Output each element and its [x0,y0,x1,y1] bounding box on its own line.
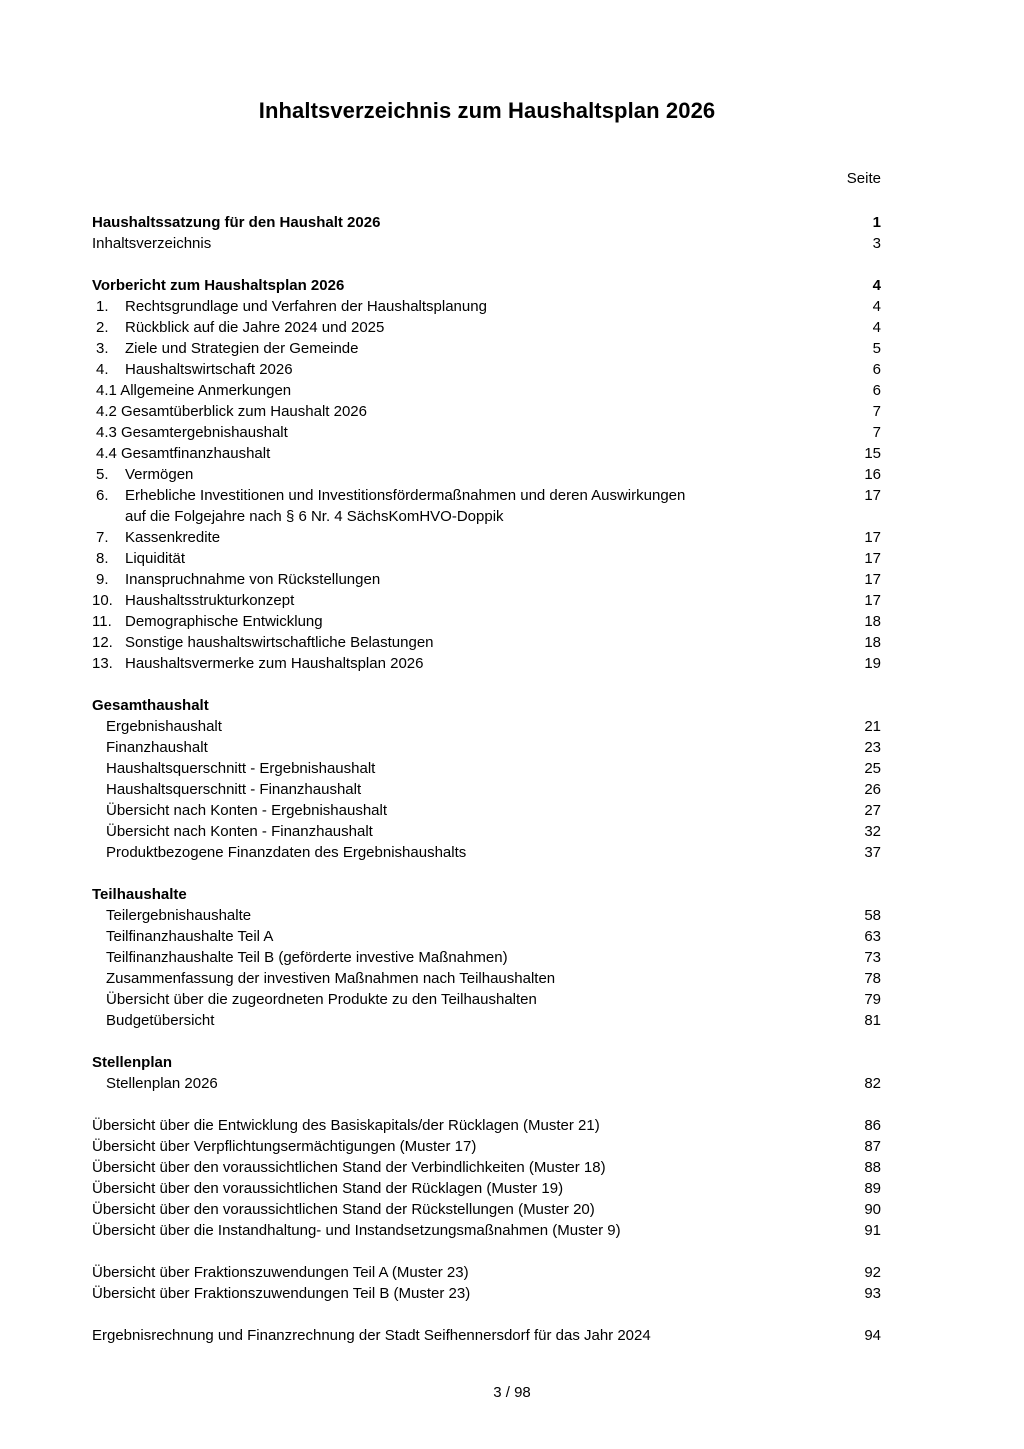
toc-entry[interactable] [92,1325,881,1346]
toc-entry[interactable] [92,716,881,737]
toc-entry[interactable] [92,821,881,842]
toc-page-number: 18 [864,634,881,651]
toc-page-number: 15 [864,445,881,462]
toc-entry-number: 6. [96,487,109,504]
toc-entry-label-continued: auf die Folgejahre nach § 6 Nr. 4 SächsKomHVO-Doppik [125,508,504,525]
toc-entry[interactable] [92,464,881,485]
toc-page-number: 81 [864,1012,881,1029]
toc-entry[interactable] [92,1283,881,1304]
toc-entry-label: Teilergebnishaushalte [106,907,252,924]
table-of-contents [92,212,881,1346]
toc-entry-label: 4.4 Gesamtfinanzhaushalt [96,445,271,462]
toc-entry-label: Sonstige haushaltswirtschaftliche Belastungen [125,634,434,651]
toc-entry-number: 12. [92,634,113,651]
toc-entry-number: 2. [96,319,109,336]
page-title: Inhaltsverzeichnis zum Haushaltsplan 2026 [258,98,716,123]
toc-entry-label: Übersicht über Verpflichtungsermächtigungen (Muster 17) [92,1138,477,1155]
toc-entry-label: Haushaltswirtschaft 2026 [125,361,293,378]
toc-entry-label: Vermögen [125,466,194,483]
toc-page-number: 86 [864,1117,881,1134]
toc-page-number: 7 [872,403,881,420]
toc-heading-stellenplan[interactable] [92,1052,881,1073]
toc-entry-number: 11. [92,613,112,630]
toc-entry-label: Übersicht über Fraktionszuwendungen Teil B (Muster 23) [92,1285,471,1302]
spacer [92,1031,881,1052]
toc-entry-label: Teilfinanzhaushalte Teil B (geförderte investive Maßnahmen) [106,949,508,966]
toc-page-number: 89 [864,1180,881,1197]
toc-entry-number: 10. [92,592,113,609]
toc-entry[interactable] [92,338,881,359]
toc-entry-label: Übersicht über die zugeordneten Produkte zu den Teilhaushalten [106,991,537,1008]
toc-entry[interactable] [92,989,881,1010]
toc-entry-number: 7. [96,529,109,546]
toc-page-number: 58 [864,907,881,924]
toc-page-number: 6 [872,361,881,378]
toc-page-number: 93 [864,1285,881,1302]
toc-entry-label: Übersicht nach Konten - Ergebnishaushalt [106,802,388,819]
spacer [92,674,881,695]
toc-entry[interactable] [92,1178,881,1199]
toc-page-number: 17 [864,529,881,546]
toc-page-number: 17 [864,592,881,609]
toc-page-number: 63 [864,928,881,945]
toc-page-number: 4 [872,277,881,294]
toc-heading-label: Vorbericht zum Haushaltsplan 2026 [92,277,345,294]
toc-page-number: 1 [872,214,881,231]
toc-heading-label: Gesamthaushalt [92,697,209,714]
toc-entry-label: Haushaltsquerschnitt - Ergebnishaushalt [106,760,376,777]
toc-entry-number: 3. [96,340,109,357]
toc-entry-label: Übersicht über den voraussichtlichen Stand der Rücklagen (Muster 19) [92,1180,564,1197]
toc-entry[interactable] [92,1157,881,1178]
toc-page-number: 6 [872,382,881,399]
toc-entry-label: Liquidität [125,550,186,567]
toc-heading-label: Stellenplan [92,1054,173,1071]
toc-entry-number: 9. [96,571,109,588]
toc-page-number: 94 [864,1327,881,1344]
toc-entry-label: Inanspruchnahme von Rückstellungen [125,571,381,588]
toc-entry-label: Übersicht über den voraussichtlichen Stand der Verbindlichkeiten (Muster 18) [92,1159,606,1176]
toc-page-number: 78 [864,970,881,987]
toc-entry-label: Kassenkredite [125,529,221,546]
toc-entry-label: 4.1 Allgemeine Anmerkungen [96,382,292,399]
toc-entry-label: Übersicht über die Entwicklung des Basiskapitals/der Rücklagen (Muster 21) [92,1117,600,1134]
toc-entry-label: Ergebnishaushalt [106,718,222,735]
toc-entry[interactable] [92,737,881,758]
toc-entry-label: Übersicht über den voraussichtlichen Stand der Rückstellungen (Muster 20) [92,1201,595,1218]
toc-page-number: 3 [872,235,881,252]
toc-page-number: 32 [864,823,881,840]
toc-heading-vorbericht[interactable] [92,275,881,296]
toc-entry-label: Rückblick auf die Jahre 2024 und 2025 [125,319,385,336]
toc-page-number: 18 [864,613,881,630]
toc-page-number: 19 [864,655,881,672]
toc-page-number: 92 [864,1264,881,1281]
toc-entry[interactable] [92,233,881,254]
toc-entry[interactable] [92,758,881,779]
toc-page-number: 16 [864,466,881,483]
toc-page-number: 17 [864,571,881,588]
toc-heading-haushaltssatzung[interactable] [92,212,881,233]
toc-entry-number: 13. [92,655,113,672]
toc-page-number: 17 [864,550,881,567]
toc-entry-label: Erhebliche Investitionen und Investitionsfördermaßnahmen und deren Auswirkungen [125,487,686,504]
toc-entry-label: Übersicht nach Konten - Finanzhaushalt [106,823,373,840]
toc-entry[interactable] [92,779,881,800]
toc-entry[interactable] [92,527,881,548]
toc-subentry[interactable] [92,401,881,422]
toc-heading-label: Teilhaushalte [92,886,187,903]
toc-page-number: 17 [864,487,881,504]
toc-entry-number: 8. [96,550,109,567]
toc-page-number: 4 [872,298,881,315]
toc-entry-label: Haushaltsquerschnitt - Finanzhaushalt [106,781,362,798]
toc-entry-label: Übersicht über die Instandhaltung- und Instandsetzungsmaßnahmen (Muster 9) [92,1222,621,1239]
toc-entry[interactable] [92,317,881,338]
toc-entry-number: 1. [96,298,109,315]
toc-page-number: 90 [864,1201,881,1218]
toc-entry[interactable] [92,632,881,653]
toc-page-number: 23 [864,739,881,756]
toc-subentry[interactable] [92,422,881,443]
toc-entry-label: Stellenplan 2026 [106,1075,218,1092]
toc-entry-number: 5. [96,466,109,483]
toc-entry-label: Budgetübersicht [106,1012,215,1029]
toc-page-number: 82 [864,1075,881,1092]
toc-entry-label: Inhaltsverzeichnis [92,235,212,252]
spacer [92,1304,881,1325]
toc-entry[interactable] [92,653,881,674]
toc-page-number: 37 [864,844,881,861]
toc-entry-label: 4.3 Gesamtergebnishaushalt [96,424,288,441]
toc-heading-label: Haushaltssatzung für den Haushalt 2026 [92,214,381,231]
toc-page-number: 91 [864,1222,881,1239]
toc-entry-label: Finanzhaushalt [106,739,208,756]
toc-entry[interactable] [92,1220,881,1241]
toc-subentry[interactable] [92,380,881,401]
toc-entry[interactable] [92,947,881,968]
toc-entry[interactable] [92,569,881,590]
toc-page-number: 27 [864,802,881,819]
toc-entry[interactable] [92,800,881,821]
toc-entry[interactable] [92,296,881,317]
toc-entry-label: Teilfinanzhaushalte Teil A [106,928,274,945]
toc-entry[interactable] [92,611,881,632]
toc-entry-label: Übersicht über Fraktionszuwendungen Teil A (Muster 23) [92,1264,469,1281]
toc-entry-label: Haushaltsvermerke zum Haushaltsplan 2026 [125,655,424,672]
toc-entry-label: Ergebnisrechnung und Finanzrechnung der Stadt Seifhennersdorf für das Jahr 2024 [92,1327,651,1344]
toc-entry[interactable] [92,926,881,947]
toc-entry-label: Haushaltsstrukturkonzept [125,592,295,609]
toc-page-number: 73 [864,949,881,966]
toc-entry[interactable] [92,1010,881,1031]
spacer [92,254,881,275]
toc-entry-label: Produktbezogene Finanzdaten des Ergebnishaushalts [106,844,467,861]
spacer [92,1094,881,1115]
toc-entry[interactable] [92,968,881,989]
toc-entry[interactable] [92,548,881,569]
toc-entry-continuation[interactable] [92,506,881,527]
page-indicator: 3 / 98 [493,1384,531,1401]
toc-entry-label: 4.2 Gesamtüberblick zum Haushalt 2026 [96,403,367,420]
toc-entry[interactable] [92,485,881,506]
toc-entry[interactable] [92,590,881,611]
toc-entry-label: Zusammenfassung der investiven Maßnahmen nach Teilhaushalten [106,970,556,987]
toc-page-number: 4 [872,319,881,336]
toc-entry[interactable] [92,1199,881,1220]
toc-page-number: 21 [864,718,881,735]
toc-entry[interactable] [92,1136,881,1157]
toc-page-number: 7 [872,424,881,441]
toc-page-number: 26 [864,781,881,798]
toc-page-number: 79 [864,991,881,1008]
toc-heading-teilhaushalte[interactable] [92,884,881,905]
toc-entry[interactable] [92,842,881,863]
toc-entry[interactable] [92,1262,881,1283]
toc-entry[interactable] [92,359,881,380]
toc-entry-number: 4. [96,361,109,378]
toc-subentry[interactable] [92,443,881,464]
toc-page-number: 87 [864,1138,881,1155]
toc-entry-label: Rechtsgrundlage und Verfahren der Haushaltsplanung [125,298,487,315]
toc-page-number: 88 [864,1159,881,1176]
toc-entry-label: Ziele und Strategien der Gemeinde [125,340,359,357]
spacer [92,1241,881,1262]
toc-entry-label: Demographische Entwicklung [125,613,323,630]
toc-page-number: 25 [864,760,881,777]
page-column-header: Seite [846,170,881,187]
spacer [92,863,881,884]
toc-page-number: 5 [872,340,881,357]
toc-entry[interactable] [92,1115,881,1136]
toc-entry[interactable] [92,905,881,926]
toc-entry[interactable] [92,1073,881,1094]
toc-heading-gesamthaushalt[interactable] [92,695,881,716]
